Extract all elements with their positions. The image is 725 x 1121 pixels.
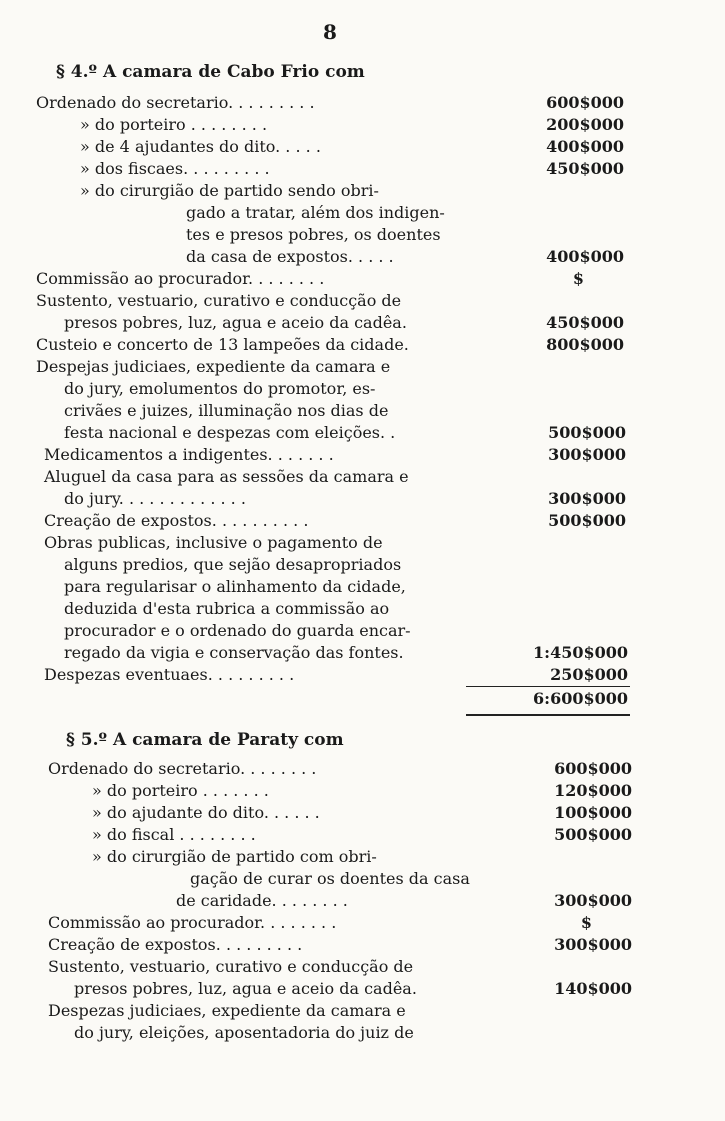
s4-line-despejas-3: crivães e juizes, illuminação nos dias de bbox=[64, 401, 389, 420]
s5-line-cirurgiao-2: gação de curar os doentes da casa bbox=[190, 869, 470, 888]
s4-amount-ajudantes: 400$000 bbox=[546, 137, 624, 156]
s4-line-commissao: Commissão ao procurador. . . . . . . . bbox=[36, 269, 325, 288]
s4-line-fiscaes: » dos fiscaes. . . . . . . . . bbox=[80, 159, 270, 178]
s4-amount-porteiro: 200$000 bbox=[546, 115, 624, 134]
s4-amount-cirurgiao: 400$000 bbox=[546, 247, 624, 266]
s4-amount-medicamentos: 300$000 bbox=[548, 445, 626, 464]
s4-line-sustento-1: Sustento, vestuario, curativo e conducção de bbox=[36, 291, 402, 310]
page-number: 8 bbox=[323, 20, 337, 44]
s4-line-cirurgiao-4: da casa de expostos. . . . . bbox=[186, 247, 394, 266]
s4-total-rule-bottom bbox=[466, 714, 630, 716]
s5-amount-commissao: $ bbox=[580, 913, 592, 932]
s4-total-rule-top bbox=[466, 686, 630, 687]
s4-line-obras-2: alguns predios, que sejão desapropriados bbox=[64, 555, 402, 574]
s5-line-sustento-1: Sustento, vestuario, curativo e conducção de bbox=[48, 957, 414, 976]
s4-amount-secretario: 600$000 bbox=[546, 93, 624, 112]
s5-amount-porteiro: 120$000 bbox=[554, 781, 632, 800]
s4-line-despejas-2: do jury, emolumentos do promotor, es- bbox=[64, 379, 376, 398]
s4-line-sustento-2: presos pobres, luz, agua e aceio da cadêa. bbox=[64, 313, 407, 332]
s5-line-commissao: Commissão ao procurador. . . . . . . . bbox=[48, 913, 337, 932]
s4-line-obras-6: regado da vigia e conservação das fontes. bbox=[64, 643, 404, 662]
s5-amount-creacao: 300$000 bbox=[554, 935, 632, 954]
s4-line-despejas-4: festa nacional e despezas com eleições. . bbox=[64, 423, 396, 442]
s4-amount-sustento: 450$000 bbox=[546, 313, 624, 332]
s4-amount-fiscaes: 450$000 bbox=[546, 159, 624, 178]
s5-line-creacao: Creação de expostos. . . . . . . . . bbox=[48, 935, 303, 954]
s4-line-porteiro: » do porteiro . . . . . . . . bbox=[80, 115, 268, 134]
s4-line-ajudantes: » de 4 ajudantes do dito. . . . . bbox=[80, 137, 321, 156]
s4-line-cirurgiao-2: gado a tratar, além dos indigen- bbox=[186, 203, 445, 222]
s4-amount-eventuaes: 250$000 bbox=[550, 665, 628, 684]
s5-line-porteiro: » do porteiro . . . . . . . bbox=[92, 781, 269, 800]
s5-line-cirurgiao-3: de caridade. . . . . . . . bbox=[176, 891, 348, 910]
s5-line-secretario: Ordenado do secretario. . . . . . . . bbox=[48, 759, 317, 778]
s5-line-despezas-2: do jury, eleições, aposentadoria do juiz de bbox=[74, 1023, 414, 1042]
s4-amount-total: 6:600$000 bbox=[533, 689, 628, 708]
s5-amount-ajudante: 100$000 bbox=[554, 803, 632, 822]
s5-amount-sustento: 140$000 bbox=[554, 979, 632, 998]
s4-amount-obras: 1:450$000 bbox=[533, 643, 628, 662]
s4-line-obras-3: para regularisar o alinhamento da cidade, bbox=[64, 577, 406, 596]
s4-line-custeio: Custeio e concerto de 13 lampeões da cidade. bbox=[36, 335, 409, 354]
s4-amount-aluguel: 300$000 bbox=[548, 489, 626, 508]
s4-line-medicamentos: Medicamentos a indigentes. . . . . . . bbox=[44, 445, 334, 464]
s4-line-cirurgiao-3: tes e presos pobres, os doentes bbox=[186, 225, 441, 244]
s4-line-eventuaes: Despezas eventuaes. . . . . . . . . bbox=[44, 665, 295, 684]
s5-line-fiscal: » do fiscal . . . . . . . . bbox=[92, 825, 256, 844]
s4-line-despejas-1: Despejas judiciaes, expediente da camara e bbox=[36, 357, 391, 376]
s4-line-obras-1: Obras publicas, inclusive o pagamento de bbox=[44, 533, 383, 552]
s4-amount-commissao: $ bbox=[572, 269, 584, 288]
s5-line-sustento-2: presos pobres, luz, agua e aceio da cadêa. bbox=[74, 979, 417, 998]
s4-amount-despejas: 500$000 bbox=[548, 423, 626, 442]
s4-line-aluguel-1: Aluguel da casa para as sessões da camara e bbox=[44, 467, 409, 486]
section-4-title: § 4.º A camara de Cabo Frio com bbox=[56, 62, 365, 82]
s5-line-cirurgiao-1: » do cirurgião de partido com obri- bbox=[92, 847, 377, 866]
s4-line-aluguel-2: do jury. . . . . . . . . . . . . bbox=[64, 489, 246, 508]
s5-line-despezas-1: Despezas judiciaes, expediente da camara e bbox=[48, 1001, 406, 1020]
s5-amount-secretario: 600$000 bbox=[554, 759, 632, 778]
s5-amount-cirurgiao: 300$000 bbox=[554, 891, 632, 910]
s4-line-secretario: Ordenado do secretario. . . . . . . . . bbox=[36, 93, 315, 112]
s4-line-creacao: Creação de expostos. . . . . . . . . . bbox=[44, 511, 309, 530]
section-5-title: § 5.º A camara de Paraty com bbox=[66, 730, 344, 750]
s4-line-cirurgiao-1: » do cirurgião de partido sendo obri- bbox=[80, 181, 379, 200]
s5-amount-fiscal: 500$000 bbox=[554, 825, 632, 844]
s5-line-ajudante: » do ajudante do dito. . . . . . bbox=[92, 803, 320, 822]
s4-line-obras-5: procurador e o ordenado do guarda encar- bbox=[64, 621, 411, 640]
s4-line-obras-4: deduzida d'esta rubrica a commissão ao bbox=[64, 599, 390, 618]
s4-amount-creacao: 500$000 bbox=[548, 511, 626, 530]
s4-amount-custeio: 800$000 bbox=[546, 335, 624, 354]
